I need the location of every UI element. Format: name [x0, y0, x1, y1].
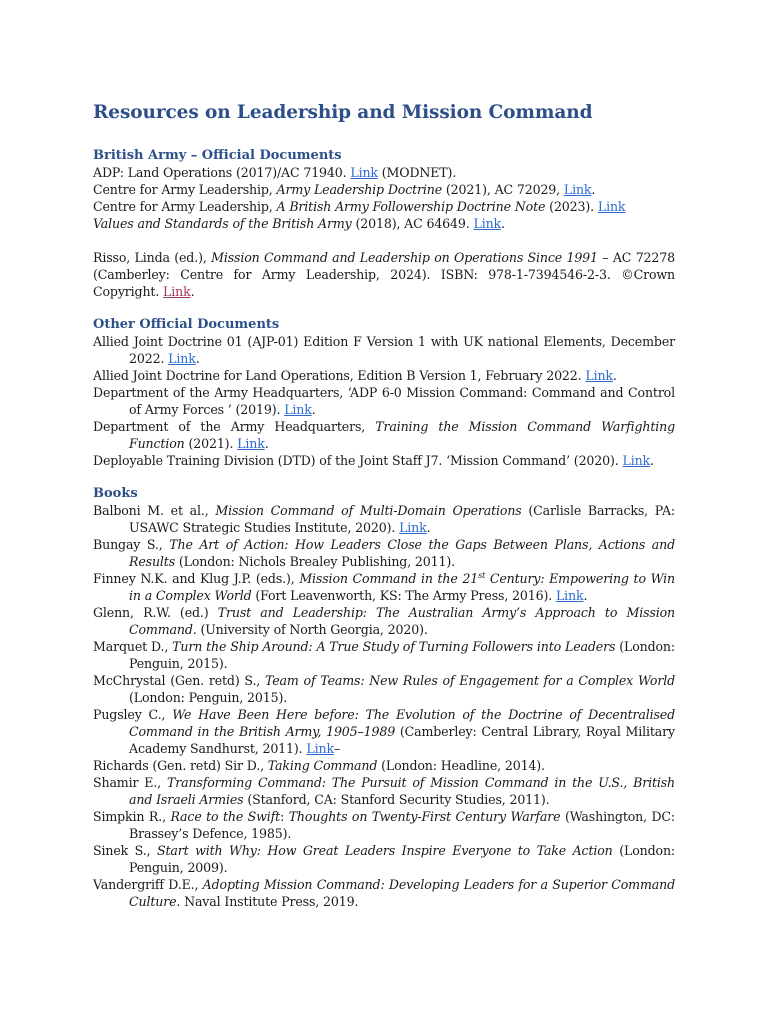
link[interactable]: Link: [168, 351, 196, 366]
page-title: Resources on Leadership and Mission Command: [93, 102, 593, 123]
book-sinek: Sinek S., Start with Why: How Great Leaders Inspire Everyone to Take Action (London: Penguin, 2009).: [93, 843, 675, 875]
book-glenn: Glenn, R.W. (ed.) Trust and Leadership: The Australian Army’s Approach to Mission Command. (University of North Georgia, 2020).: [93, 605, 675, 637]
book-pugsley: Pugsley C., We Have Been Here before: The Evolution of the Doctrine of Decentralised Command in the British Army, 1905–1989 (Camberley: Central Library, Royal Military Academy Sandhurst, 2011). Link–: [93, 707, 675, 756]
book-richards: Richards (Gen. retd) Sir D., Taking Command (London: Headline, 2014).: [93, 758, 545, 773]
link[interactable]: Link: [585, 368, 613, 383]
book-marquet: Marquet D., Turn the Ship Around: A True Study of Turning Followers into Leaders (London: Penguin, 2015).: [93, 639, 675, 671]
document-body: [93, 101, 675, 910]
section-heading-books: Books: [93, 486, 138, 501]
link[interactable]: Link: [306, 741, 334, 756]
link[interactable]: Link: [399, 520, 427, 535]
book-balboni: Balboni M. et al., Mission Command of Multi-Domain Operations (Carlisle Barracks, PA: USAWC Strategic Studies Institute, 2020). Link.: [93, 503, 675, 535]
book-finney-klug: Finney N.K. and Klug J.P. (eds.), Mission Command in the 21st Century: Empowering to Win in a Complex World (Fort Leavenworth, KS: The Army Press, 2016). Link.: [93, 570, 676, 603]
link[interactable]: Link: [473, 216, 502, 231]
section-heading-british-army: British Army – Official Documents: [93, 148, 342, 163]
entry-adp-land-operations: ADP: Land Operations (2017)/AC 71940. Link (MODNET).: [93, 165, 457, 180]
link[interactable]: Link: [555, 588, 584, 603]
entry-dtd-joint-staff: Deployable Training Division (DTD) of the Joint Staff J7. ‘Mission Command’ (2020). Link.: [93, 453, 654, 468]
entry-training-mission-command: Department of the Army Headquarters, Training the Mission Command Warfighting Function (2021). Link.: [93, 419, 675, 451]
entry-adp-6-0: Department of the Army Headquarters, ‘ADP 6-0 Mission Command: Command and Control of Army Forces ’ (2019). Link.: [93, 385, 675, 417]
book-vandergriff: Vandergriff D.E., Adopting Mission Command: Developing Leaders for a Superior Command Culture. Naval Institute Press, 2019.: [93, 877, 675, 909]
entry-values-and-standards: Values and Standards of the British Army (2018), AC 64649. Link.: [93, 216, 505, 231]
link[interactable]: Link: [597, 199, 626, 214]
link[interactable]: Link: [350, 165, 378, 180]
book-shamir: Shamir E., Transforming Command: The Pursuit of Mission Command in the U.S., British and Israeli Armies (Stanford, CA: Stanford Security Studies, 2011).: [93, 775, 676, 807]
book-bungay: Bungay S., The Art of Action: How Leaders Close the Gaps Between Plans, Actions and Results (London: Nichols Brealey Publishing, 2011).: [93, 537, 675, 569]
entry-land-operations-doctrine: Allied Joint Doctrine for Land Operations, Edition B Version 1, February 2022. Link.: [93, 368, 617, 383]
entry-ajp-01: Allied Joint Doctrine 01 (AJP-01) Edition F Version 1 with UK national Elements, December 2022. Link.: [93, 334, 675, 366]
link[interactable]: Link: [622, 453, 651, 468]
link[interactable]: Link: [284, 402, 312, 417]
link[interactable]: Link: [563, 182, 592, 197]
link[interactable]: Link: [163, 284, 191, 299]
entry-risso: Risso, Linda (ed.), Mission Command and Leadership on Operations Since 1991 – AC 72278 (Camberley: Centre for Army Leadership, 2024). ISBN: 978-1-7394546-2-3. ©Crown Copyright. Link.: [93, 250, 676, 299]
book-simpkin: Simpkin R., Race to the Swift: Thoughts on Twenty-First Century Warfare (Washington, DC: Brassey’s Defence, 1985).: [93, 809, 676, 841]
entry-followership-doctrine: Centre for Army Leadership, A British Army Followership Doctrine Note (2023). Link: [93, 199, 626, 214]
book-mcchrystal: McChrystal (Gen. retd) S., Team of Teams: New Rules of Engagement for a Complex World (London: Penguin, 2015).: [93, 673, 675, 705]
entry-army-leadership-doctrine: Centre for Army Leadership, Army Leadership Doctrine (2021), AC 72029, Link.: [93, 182, 596, 197]
section-heading-other-official: Other Official Documents: [93, 317, 280, 332]
link[interactable]: Link: [237, 436, 265, 451]
